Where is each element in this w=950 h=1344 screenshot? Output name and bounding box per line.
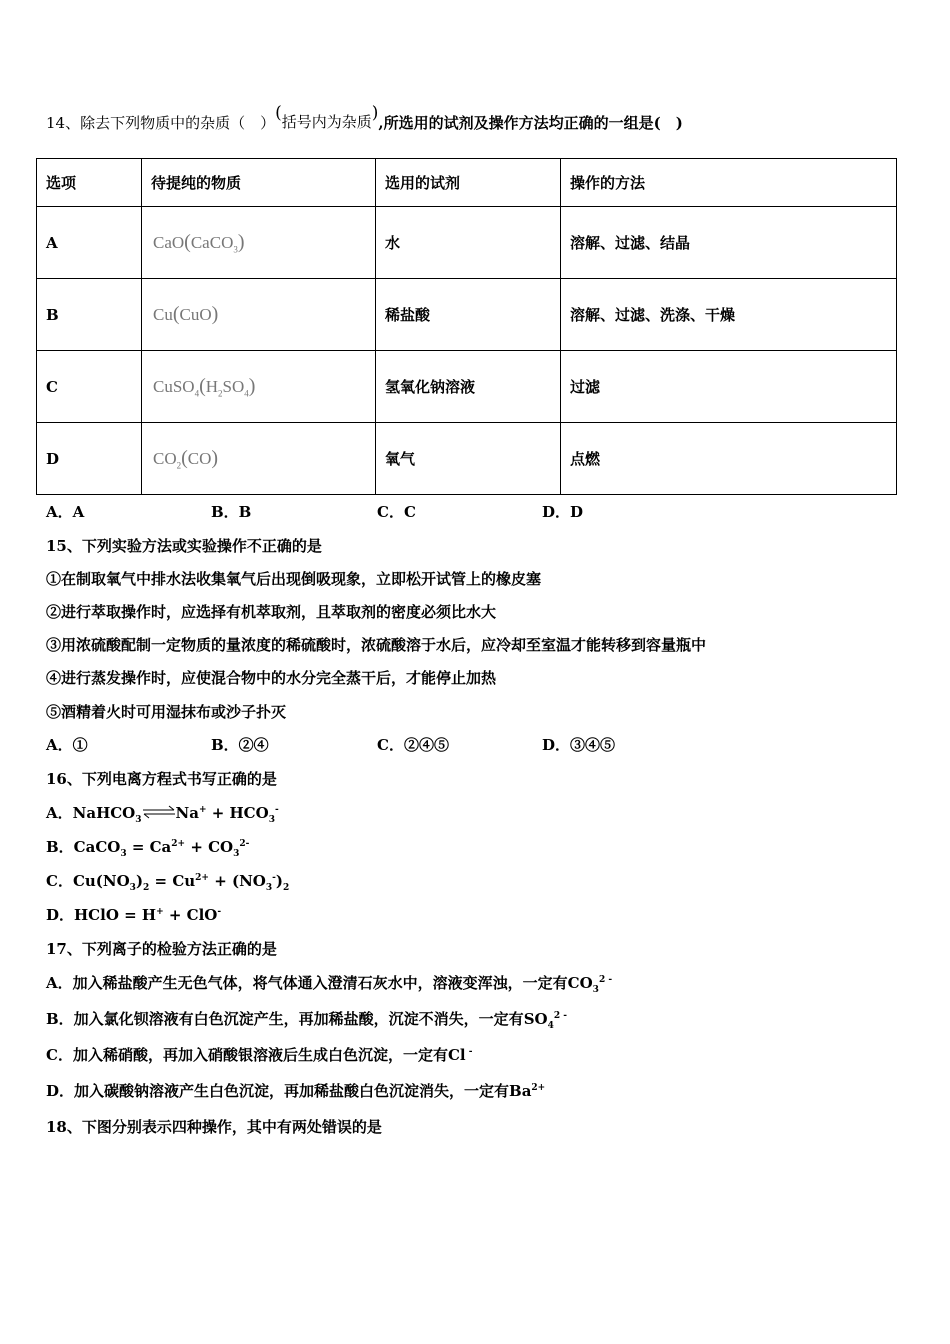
q15-choice-a[interactable]: A．① (46, 736, 88, 754)
q15-item-5: ⑤酒精着火时可用湿抹布或沙子扑灭 (46, 703, 287, 721)
row-reagent: 氧气 (376, 423, 561, 495)
q17-choice-a-text: A．加入稀盐酸产生无色气体，将气体通入澄清石灰水中，溶液变浑浊，一定有 (46, 974, 568, 992)
q15-choice-c[interactable]: C．②④⑤ (377, 736, 449, 754)
q14-choice-d[interactable]: D．D (542, 503, 584, 521)
header-reagent: 选用的试剂 (376, 159, 561, 207)
row-option: A (37, 207, 142, 279)
reversible-arrow-icon (142, 805, 176, 819)
row-method: 过滤 (561, 351, 897, 423)
q15-item-3: ③用浓硫酸配制一定物质的量浓度的稀硫酸时，浓硫酸溶于水后，应冷却至室温才能转移到容量瓶中 (46, 636, 707, 654)
q14-stem-b: ,所选用的试剂及操作方法均正确的一组是 (378, 114, 654, 132)
q17-choice-b[interactable]: B．加入氯化钡溶液有白色沉淀产生，再加稀盐酸，沉淀不消失，一定有$SO_4^{2 -}$ (46, 1010, 567, 1031)
row-method: 溶解、过滤、结晶 (561, 207, 897, 279)
q17-choice-b-text: B．加入氯化钡溶液有白色沉淀产生，再加稀盐酸，沉淀不消失，一定有 (46, 1010, 524, 1028)
row-reagent: 稀盐酸 (376, 279, 561, 351)
q16-choice-a[interactable]: A．NaHCO$_3$ $Na^+ + HCO_3^-$ (46, 804, 279, 825)
q14-table (36, 158, 897, 495)
q16-choice-b[interactable]: B．CaCO$_3$ = $Ca^{2+} + CO_3^{2-}$ (46, 838, 250, 859)
row-substance-formula: $CuSO_4(H_2SO_4)$ (142, 351, 376, 423)
q18-title: 18、下图分别表示四种操作，其中有两处错误的是 (46, 1118, 382, 1136)
q17-title: 17、下列离子的检验方法正确的是 (46, 940, 277, 958)
q14-note: 括号内为杂质 (281, 113, 372, 131)
q16-choice-d[interactable]: D．HClO = H+ + ClO- (46, 906, 222, 924)
row-method: 溶解、过滤、洗涤、干燥 (561, 279, 897, 351)
q17-choice-d-text: D．加入碳酸钠溶液产生白色沉淀，再加稀盐酸白色沉淀消失，一定有 (46, 1082, 510, 1100)
q14-choice-a[interactable]: A．A (46, 503, 85, 521)
q15-item-2: ②进行萃取操作时，应选择有机萃取剂，且萃取剂的密度必须比水大 (46, 603, 497, 621)
table-row (37, 351, 897, 423)
q17-choice-c[interactable]: C．加入稀硝酸，再加入硝酸银溶液后生成白色沉淀，一定有Cl - (46, 1046, 473, 1064)
q17-choice-c-text: C．加入稀硝酸，再加入硝酸银溶液后生成白色沉淀，一定有 (46, 1046, 448, 1064)
row-option: C (37, 351, 142, 423)
row-substance-formula: $CO_2(CO)$ (142, 423, 376, 495)
row-reagent: 氢氧化钠溶液 (376, 351, 561, 423)
table-row (37, 279, 897, 351)
q14-choice-c[interactable]: C．C (377, 503, 416, 521)
q14-choice-b[interactable]: B．B (211, 503, 252, 521)
q15-item-1: ①在制取氧气中排水法收集氧气后出现倒吸现象，立即松开试管上的橡皮塞 (46, 570, 542, 588)
q14-blank: ( ) (653, 114, 683, 132)
q15-choice-d[interactable]: D．③④⑤ (542, 736, 616, 754)
q17-choice-d[interactable]: D．加入碳酸钠溶液产生白色沉淀，再加稀盐酸白色沉淀消失，一定有$Ba^{2+}$ (46, 1082, 546, 1100)
table-row (37, 423, 897, 495)
q16-choice-c[interactable]: C．$Cu(NO_3)_2 = Cu^{2+} + (NO_3^-)_2$ (46, 872, 290, 893)
header-substance: 待提纯的物质 (142, 159, 376, 207)
row-method: 点燃 (561, 423, 897, 495)
q16-title: 16、下列电离方程式书写正确的是 (46, 770, 277, 788)
q17-choice-a[interactable]: A．加入稀盐酸产生无色气体，将气体通入澄清石灰水中，溶液变浑浊，一定有$CO_3^{2 -}$ (46, 974, 613, 995)
q14-stem: 14、除去下列物质中的杂质（ ）(括号内为杂质),所选用的试剂及操作方法均正确的一组是( ) (46, 103, 683, 132)
table-header-row (37, 159, 897, 207)
row-option: D (37, 423, 142, 495)
q14-number: 14、 (46, 114, 81, 132)
q15-item-4: ④进行蒸发操作时，应使混合物中的水分完全蒸干后，才能停止加热 (46, 669, 497, 687)
table-row (37, 207, 897, 279)
row-reagent: 水 (376, 207, 561, 279)
header-option: 选项 (37, 159, 142, 207)
header-method: 操作的方法 (561, 159, 897, 207)
q14-stem-a: 除去下列物质中的杂质（ ） (80, 114, 276, 132)
row-substance-formula: CaO(CaCO$_3$) (142, 207, 376, 279)
row-substance-formula: Cu(CuO) (142, 279, 376, 351)
q15-choice-b[interactable]: B．②④ (211, 736, 269, 754)
row-option: B (37, 279, 142, 351)
q15-title: 15、下列实验方法或实验操作不正确的是 (46, 537, 322, 555)
